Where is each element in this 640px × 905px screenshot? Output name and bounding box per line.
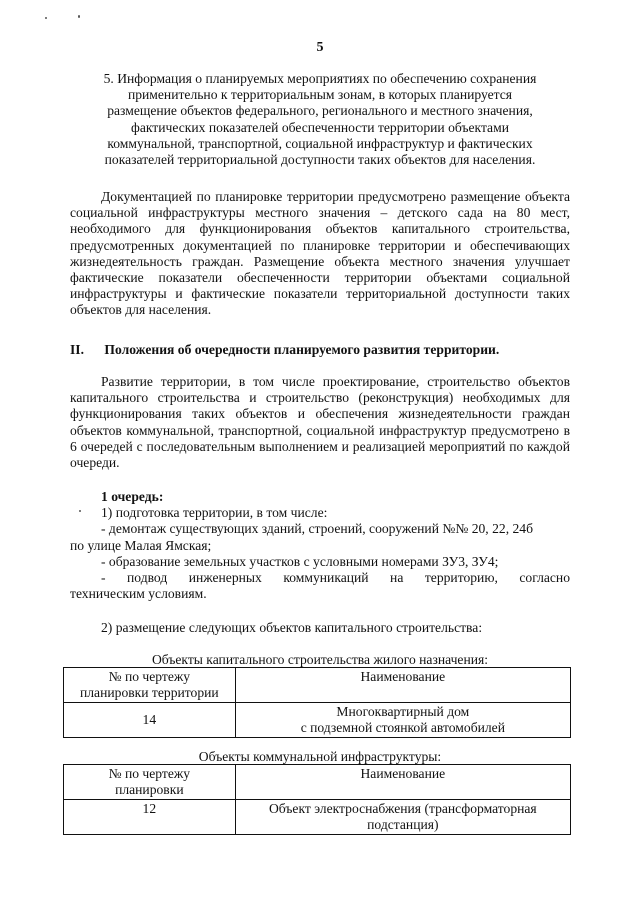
paragraph-social-infrastructure: Документацией по планировке территории предусмотрено размещение объекта социальной инфраструктуры местного значения – детского сада на 80 мест, необходимого для функционирования объектов капитального строительства, предусмотренных документацией по планировке территории и обеспечивающих жизнедеятельность граждан. Размещение объекта местного значения улучшает фактические показатели обеспеченности территории объектами социальной инфраструктуры и фактические показатели территориальной доступности таких объектов для населения. <box>70 189 570 318</box>
table-row <box>64 703 571 738</box>
table-header-cell <box>64 668 236 703</box>
table-header-cell <box>235 668 570 703</box>
stage-1-item-1: 1) подготовка территории, в том числе: <box>101 505 328 520</box>
heading-line: показателей территориальной доступности таких объектов для населения. <box>104 152 536 168</box>
table-header-cell <box>64 765 236 800</box>
stage-1-item-2: 2) размещение следующих объектов капитального строительства: <box>101 620 483 635</box>
table-utilities <box>63 764 571 835</box>
header-text: планировки <box>115 782 184 797</box>
heading-line: размещение объектов федерального, регионального и местного значения, <box>107 103 533 119</box>
table-cell <box>235 703 570 738</box>
scan-speck <box>78 15 80 18</box>
table-header-row <box>64 765 571 800</box>
cell-text: Объект электроснабжения (трансформаторная <box>268 801 537 816</box>
table-cell: 12 <box>64 800 236 835</box>
stage-1-dash-utilities-cont: техническим условиям. <box>70 586 207 601</box>
table-residential <box>63 667 571 738</box>
table-header-cell <box>235 765 570 800</box>
stage-1-title: 1 очередь: <box>101 489 164 504</box>
table-cell: 14 <box>64 703 236 738</box>
table-2-caption: Объекты коммунальной инфраструктуры: <box>198 749 442 764</box>
section-5-heading <box>70 71 570 168</box>
cell-text: подстанция) <box>367 817 439 832</box>
section-number: II. <box>70 342 84 357</box>
heading-line: фактических показателей обеспеченности территории объектами <box>131 119 509 135</box>
stage-1-dash-land-plots: - образование земельных участков с условными номерами ЗУ3, ЗУ4; <box>101 554 499 569</box>
table-1-caption: Объекты капитального строительства жилого назначения: <box>151 652 489 667</box>
stage-1-dash-demolition: - демонтаж существующих зданий, строений, сооружений №№ 20, 22, 24б <box>101 521 533 536</box>
header-text: № по чертежу <box>108 669 191 684</box>
table-row <box>64 800 571 835</box>
section-title: Положения об очередности планируемого развития территории. <box>104 342 500 357</box>
page-number: 5 <box>316 40 324 55</box>
header-text: планировки территории <box>80 685 219 700</box>
paragraph-development-stages: Развитие территории, в том числе проектирование, строительство объектов капитального строительства и строительство (реконструкция) необходимых для функционирования таких объектов и обеспечения жизнедеятельности граждан объектов коммунальной, транспортной, социальной инфраструктур предусмотрено в 6 очередей с последовательным выполнением и реализацией мероприятий по каждой очереди. <box>70 374 570 471</box>
heading-line: коммунальной, транспортной, социальной инфраструктур и фактических <box>107 135 533 151</box>
section-2-heading <box>70 342 570 358</box>
header-text: Наименование <box>360 766 446 781</box>
heading-line: применительно к территориальным зонам, в которых планируется <box>127 87 513 103</box>
cell-text: с подземной стоянкой автомобилей <box>300 720 505 735</box>
header-text: Наименование <box>360 669 446 684</box>
stage-1-dash-demolition-cont: по улице Малая Ямская; <box>70 538 212 553</box>
header-text: № по чертежу <box>108 766 191 781</box>
heading-line: 5. Информация о планируемых мероприятиях по обеспечению сохранения <box>103 71 537 86</box>
table-header-row <box>64 668 571 703</box>
table-cell <box>235 800 570 835</box>
stage-1-dash-utilities: - подвод инженерных коммуникаций на территорию, согласно <box>101 570 570 585</box>
scan-speck <box>45 17 47 19</box>
cell-text: Многоквартирный дом <box>336 704 470 719</box>
